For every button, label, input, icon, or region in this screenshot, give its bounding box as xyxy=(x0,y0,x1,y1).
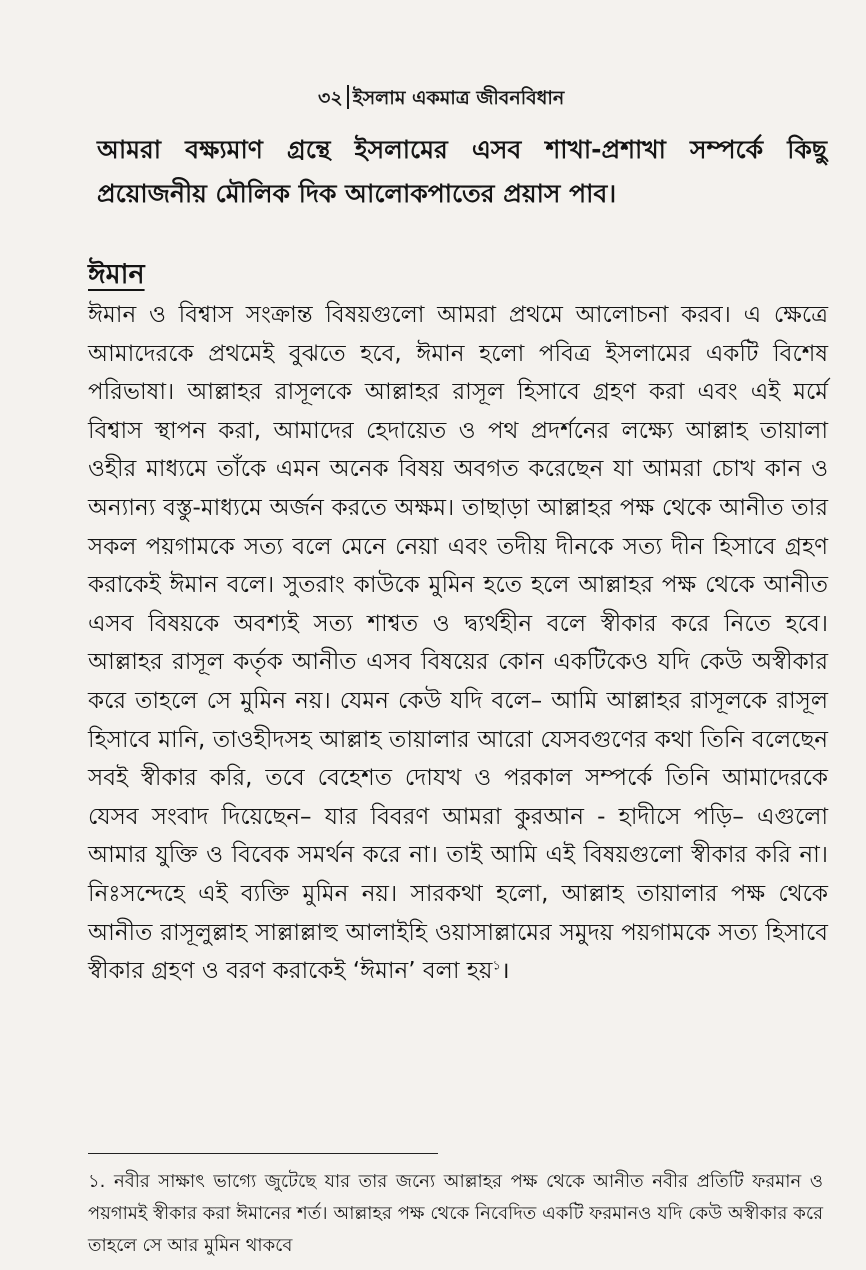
body-paragraph-end: । xyxy=(500,958,510,985)
footnote-marker: ১ xyxy=(492,958,501,974)
book-title: ইসলাম একমাত্র জীবনবিধান xyxy=(352,87,565,109)
section-heading: ঈমান xyxy=(88,259,145,290)
page-number: ৩২ xyxy=(318,87,343,109)
footnote-divider xyxy=(88,1153,438,1154)
intro-paragraph: আমরা বক্ষ্যমাণ গ্রন্থে ইসলামের এসব শাখা-প্রশাখা সম্পর্কে কিছু প্রয়োজনীয় মৌলিক দিক আলোকপাতের প্রয়াস পাব। xyxy=(97,135,827,208)
running-header xyxy=(318,84,564,116)
body-paragraph-text: ঈমান ও বিশ্বাস সংক্রান্ত বিষয়গুলো আমরা প্রথমে আলোচনা করব। এ ক্ষেত্রে আমাদেরকে প্রথমেই বুঝতে হবে, ঈমান হলো পবিত্র ইসলামের একটি বিশেষ পরিভাষা। আল্লাহর রাসূলকে আল্লাহর রাসূল হিসাবে গ্রহণ করা এবং এই মর্মে বিশ্বাস স্থাপন করা, আমাদের হেদায়েত ও পথ প্রদর্শনের লক্ষ্যে আল্লাহ তায়ালা ওহীর মাধ্যমে তাঁকে এমন অনেক বিষয় অবগত করেছেন যা আমরা চোখ কান ও অন্যান্য বস্তু-মাধ্যমে অর্জন করতে অক্ষম। তাছাড়া আল্লাহর পক্ষ থেকে আনীত তার সকল পয়গামকে সত্য বলে মেনে নেয়া এবং তদীয় দীনকে সত্য দীন হিসাবে গ্রহণ করাকেই ঈমান বলে। সুতরাং কাউকে মুমিন হতে হলে আল্লাহর পক্ষ থেকে আনীত এসব বিষয়কে অবশ্যই সত্য শাশ্বত ও দ্ব্যর্থহীন বলে স্বীকার করে নিতে হবে। আল্লাহর রাসূল কর্তৃক আনীত এসব বিষয়ের কোন একটিকেও যদি কেউ অস্বীকার করে তাহলে সে মুমিন নয়। যেমন কেউ যদি বলে– আমি আল্লাহর রাসূলকে রাসূল হিসাবে মানি, তাওহীদসহ আল্লাহ তায়ালার আরো যেসবগুণের কথা তিনি বলেছেন সবই স্বীকার করি, তবে বেহেশত দোযখ ও পরকাল সম্পর্কে তিনি আমাদেরকে যেসব সংবাদ দিয়েছেন– যার বিবরণ আমরা কুরআন - হাদীসে পড়ি– এগুলো আমার যুক্তি ও বিবেক সমর্থন করে না। তাই আমি এই বিষয়গুলো স্বীকার করি না। নিঃসন্দেহে এই ব্যক্তি মুমিন নয়। সারকথা হলো, আল্লাহ তায়ালার পক্ষ থেকে আনীত রাসূলুল্লাহ সাল্লাল্লাহু আলাইহি ওয়াসাল্লামের সমুদয় পয়গামকে সত্য হিসাবে স্বীকার গ্রহণ ও বরণ করাকেই ‘ঈমান’ বলা হয় xyxy=(88,302,828,985)
body-paragraph xyxy=(88,296,828,991)
header-divider xyxy=(347,85,349,109)
footnote: ১. নবীর সাক্ষাৎ ভাগ্যে জুটেছে যার তার জন্যে আল্লাহর পক্ষ থেকে আনীত নবীর প্রতিটি ফরমান ও পয়গামই স্বীকার করা ঈমানের শর্ত। আল্লাহর পক্ষ থেকে নিবেদিত একটি ফরমানও যদি কেউ অস্বীকার করে তাহলে সে আর মুমিন থাকবে xyxy=(88,1171,823,1256)
